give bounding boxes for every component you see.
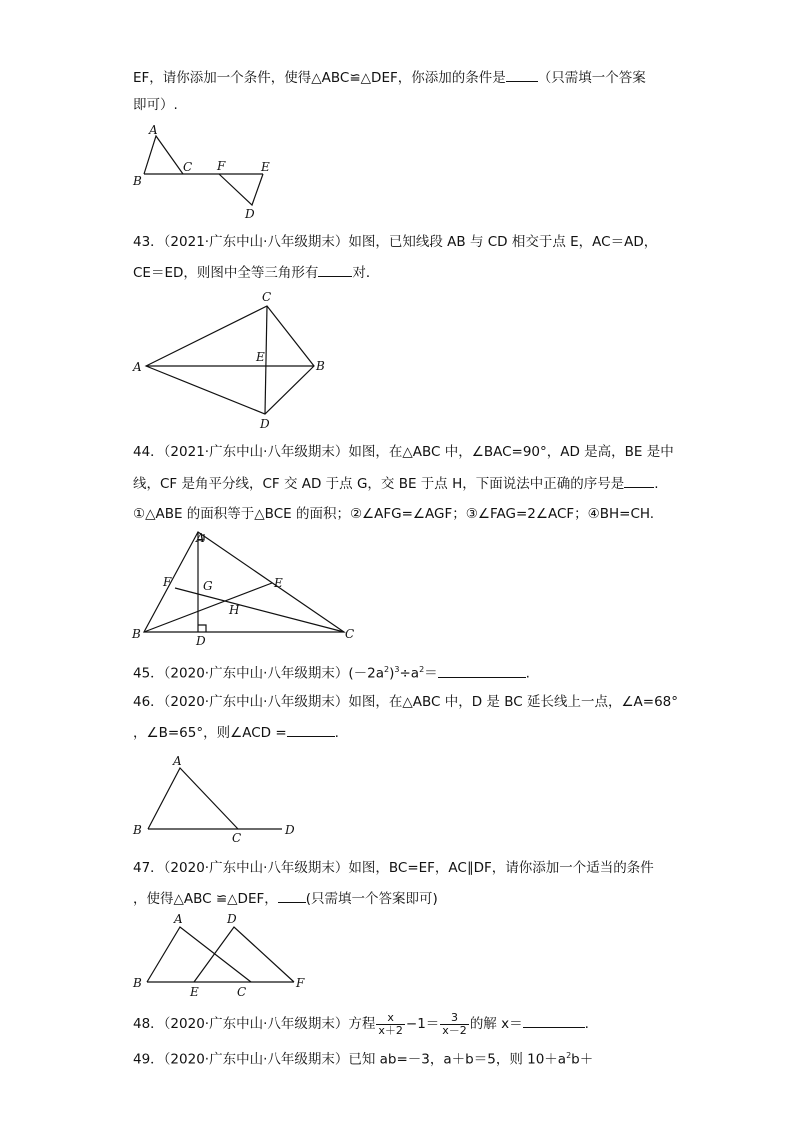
q45-text-post: ＝ <box>424 665 438 682</box>
q44-line2 <box>133 473 659 494</box>
q47-answer-blank[interactable] <box>278 888 306 903</box>
q43-label-c: C <box>262 290 272 304</box>
q47-label-a: A <box>174 912 183 926</box>
q43-label-a: A <box>133 360 142 374</box>
q42-text-pre: EF，请你添加一个条件，使得△ABC≌△DEF，你添加的条件是 <box>133 70 506 86</box>
q46-label-c: C <box>232 831 242 845</box>
q46-text-post: . <box>334 725 339 741</box>
q44-label-b: B <box>132 627 141 641</box>
q42-label-f: F <box>217 159 226 173</box>
q42-label-b: B <box>133 174 142 188</box>
q46-line2 <box>133 722 339 743</box>
q49-text-pre: 49．（2020·广东中山·八年级期末）已知 ab=－3，a＋b＝5，则 10＋a <box>133 1051 567 1068</box>
q48-frac1-denominator: x＋2 <box>378 1023 403 1037</box>
q45-text-mid: ) <box>389 665 395 682</box>
q48-answer-blank[interactable] <box>523 1013 585 1028</box>
q43-line1: 43．（2021·广东中山·八年级期末）如图，已知线段 AB 与 CD 相交于点 E，AC＝AD， <box>133 234 658 250</box>
q48-text-post: 的解 x＝ <box>469 1016 523 1032</box>
q48-frac1-numerator: x <box>376 1012 405 1025</box>
q47-label-e: E <box>190 985 199 999</box>
q48-fraction-2 <box>440 1012 469 1037</box>
q42-label-e: E <box>261 160 270 174</box>
q46-text-pre: ，∠B=65°，则∠ACD = <box>133 725 287 741</box>
q44-line3: ①△ABE 的面积等于△BCE 的面积；②∠AFG=∠AGF；③∠FAG=2∠ACF；④BH=CH. <box>133 506 655 522</box>
q48-frac2-numerator: 3 <box>440 1012 469 1025</box>
q42-label-d: D <box>245 207 255 221</box>
q45-answer-blank[interactable] <box>438 663 526 678</box>
q44-label-f: F <box>163 575 172 589</box>
q43-line2 <box>133 262 379 283</box>
q44-diagram <box>144 532 344 632</box>
q43-diagram <box>146 306 314 414</box>
q46-label-a: A <box>173 754 182 768</box>
q47-label-c: C <box>237 985 247 999</box>
q48-text-end: . <box>584 1016 589 1032</box>
q42-line2: 即可）. <box>133 97 178 113</box>
q48-frac2-denominator: x－2 <box>442 1023 467 1037</box>
q47-diagram <box>147 927 294 982</box>
q48-text-mid: −1＝ <box>405 1016 440 1032</box>
q44-label-g: G <box>203 579 213 593</box>
q43-quadrilateral <box>146 306 314 414</box>
q44-median-be <box>144 583 272 632</box>
q47-line1: 47．（2020·广东中山·八年级期末）如图，BC=EF，AC∥DF，请你添加一个适当的条件 <box>133 860 654 876</box>
q47-line2 <box>133 888 438 909</box>
q43-label-d: D <box>260 417 270 431</box>
q42-answer-blank[interactable] <box>506 67 538 82</box>
q47-triangle-def <box>194 927 294 982</box>
q45-exp1: 2 <box>384 665 390 674</box>
q43-segment-cd <box>265 306 267 414</box>
q46-line1: 46．（2020·广东中山·八年级期末）如图，在△ABC 中，D 是 BC 延长线上一点，∠A=68° <box>133 694 679 710</box>
q49-text-post: b＋ <box>571 1051 594 1068</box>
q47-label-b: B <box>133 976 142 990</box>
q45-exp3: 2 <box>419 665 425 674</box>
q43-label-b: B <box>316 359 325 373</box>
q46-label-b: B <box>133 823 142 837</box>
q45-line <box>133 660 530 684</box>
q47-text-pre: ，使得△ABC ≌△DEF， <box>133 891 278 907</box>
q46-diagram <box>148 768 282 829</box>
q44-line1: 44．（2021·广东中山·八年级期末）如图，在△ABC 中，∠BAC=90°，AD 是高，BE 是中 <box>133 444 674 460</box>
q47-text-post: (只需填一个答案即可) <box>305 891 438 907</box>
q45-text-end: . <box>525 665 530 682</box>
q44-text-post: . <box>654 476 659 492</box>
q44-label-a: A <box>196 531 205 545</box>
q42-text-post: （只需填一个答案 <box>537 70 646 86</box>
q46-label-d: D <box>285 823 295 837</box>
q42-label-c: C <box>183 160 193 174</box>
q49-exp: 2 <box>566 1051 572 1060</box>
q48-fraction-1 <box>376 1012 405 1037</box>
q48-text-pre: 48．（2020·广东中山·八年级期末）方程 <box>133 1016 376 1032</box>
q42-line1 <box>133 67 646 88</box>
q46-answer-blank[interactable] <box>287 722 335 737</box>
q44-triangle-abc <box>144 532 344 632</box>
q44-right-angle-a <box>198 534 204 540</box>
q45-text-mid2: ÷a <box>399 665 420 682</box>
q46-triangle-abc <box>148 768 238 829</box>
q44-label-h: H <box>229 603 240 617</box>
q44-right-angle-d <box>198 625 206 632</box>
q44-label-d: D <box>196 634 206 648</box>
q44-label-c: C <box>345 627 355 641</box>
q45-exp2: 3 <box>394 665 400 674</box>
q48-line <box>133 1009 589 1039</box>
q43-text-pre: CE＝ED，则图中全等三角形有 <box>133 265 319 281</box>
q42-triangle-abc <box>144 136 183 174</box>
q43-answer-blank[interactable] <box>318 262 352 277</box>
q49-line <box>133 1046 593 1070</box>
q42-label-a: A <box>149 123 158 137</box>
q43-text-post: 对． <box>352 265 380 281</box>
q43-label-e: E <box>256 350 265 364</box>
q47-label-d: D <box>227 912 237 926</box>
q47-label-f: F <box>296 976 305 990</box>
q45-text-pre: 45．（2020·广东中山·八年级期末）(－2a <box>133 665 384 682</box>
q44-answer-blank[interactable] <box>624 473 654 488</box>
q42-diagram <box>144 136 263 205</box>
q42-triangle-def <box>219 174 263 205</box>
q47-triangle-abc <box>147 927 251 982</box>
q44-bisector-cf <box>175 588 344 632</box>
q44-text-pre: 线，CF 是角平分线，CF 交 AD 于点 G，交 BE 于点 H，下面说法中正确的序号是 <box>133 476 625 492</box>
q44-label-e: E <box>274 576 283 590</box>
